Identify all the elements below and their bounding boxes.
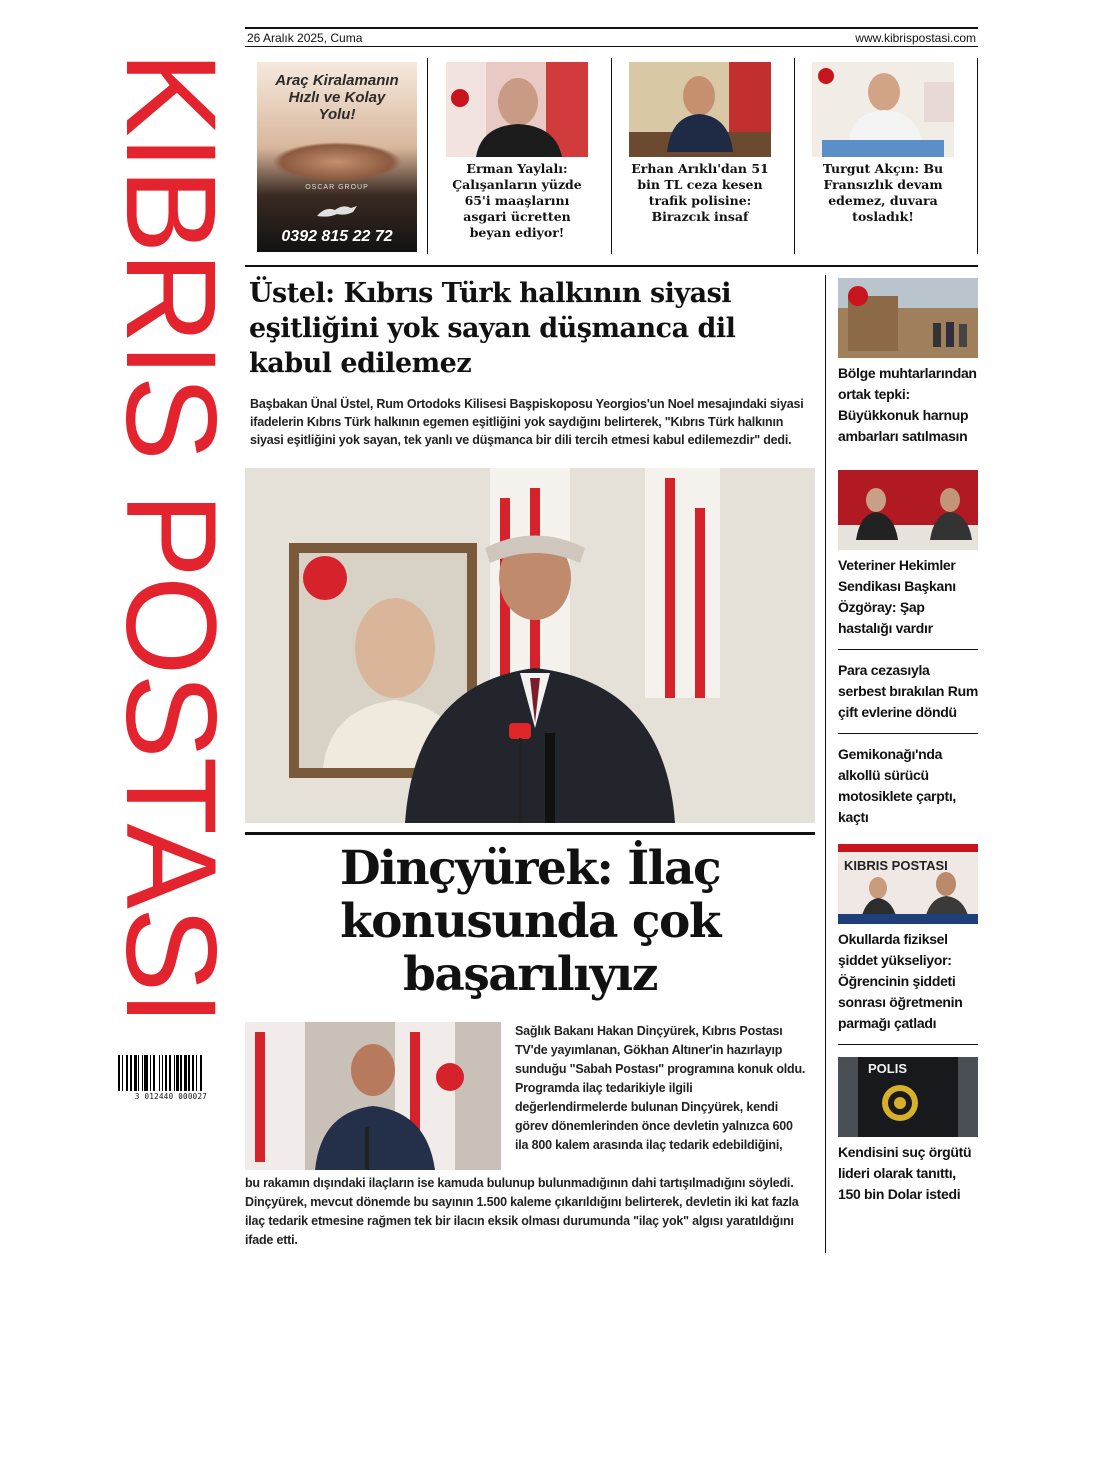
- promo-story-2[interactable]: [625, 62, 775, 225]
- barcode: [118, 1055, 224, 1105]
- sidebar-photo-4: [838, 1057, 978, 1137]
- divider: [427, 58, 428, 254]
- sidebar-photo-2: [838, 470, 978, 550]
- divider: [977, 58, 978, 254]
- divider: [838, 1044, 978, 1045]
- barcode-bars: [118, 1055, 224, 1091]
- sidebar-photo-1: [838, 278, 978, 358]
- barcode-bar: [202, 1055, 204, 1091]
- sidebar: [838, 278, 978, 1205]
- car-rental-ad[interactable]: [257, 62, 417, 252]
- ad-logo: OSCAR GROUP: [305, 184, 369, 191]
- barcode-number: 3 012440 000027: [134, 1092, 208, 1101]
- main-column: [245, 272, 815, 1247]
- section-rule: [245, 832, 815, 835]
- divider: [794, 58, 795, 254]
- lead-headline[interactable]: Üstel: Kıbrıs Türk halkının siyasi eşitliğini yok sayan düşmanca dil kabul edilemez: [249, 278, 736, 379]
- promo-row: [245, 58, 978, 258]
- ad-title: Araç Kiralamanın Hızlı ve Kolay Yolu!: [275, 72, 399, 123]
- promo-title-2: Erhan Arıklı'dan 51 bin TL ceza kesen trafik polisine: Birazcık insaf: [631, 161, 769, 224]
- promo-title-1: Erman Yaylalı: Çalışanların yüzde 65'i maaşlarını asgari ücretten beyan ediyor!: [452, 161, 582, 240]
- masthead: [99, 25, 242, 1050]
- divider: [611, 58, 612, 254]
- second-headline[interactable]: Dinçyürek: İlaç konusunda çok başarılıyız: [339, 841, 721, 1002]
- lead-photo: [245, 468, 815, 823]
- masthead-title: KIBRIS POSTASI: [99, 51, 242, 1024]
- promo-story-1[interactable]: [442, 62, 592, 241]
- sidebar-title-2[interactable]: Veteriner Hekimler Sendikası Başkanı Özgöray: Şap hastalığı vardır: [838, 557, 956, 636]
- top-bar: [245, 27, 978, 47]
- lead-text: Başbakan Ünal Üstel, Rum Ortodoks Kilisesi Başpiskoposu Yeorgios'un Noel mesajındaki siyasi ifadelerin Kıbrıs Türk halkının egemen eşitliğini yok saydığını belirterek, "Kıbrıs Türk halkının siyasi eşitliğini yok sayan, tek yanlı ve düşmanca bir dili tercih etmesi kabul edilemezdir" dedi.: [250, 397, 804, 447]
- promo-story-3[interactable]: [808, 62, 958, 225]
- promo-photo-2: [629, 62, 771, 157]
- column-divider: [825, 275, 826, 1253]
- divider: [838, 649, 978, 650]
- sidebar-title-6[interactable]: Kendisini suç örgütü lideri olarak tanıttı, 150 bin Dolar istedi: [838, 1144, 972, 1202]
- sidebar-title-5[interactable]: Okullarda fiziksel şiddet yükseliyor: Öğrencinin şiddeti sonrası öğretmenin parmağı çatladı: [838, 931, 963, 1031]
- promo-photo-3: [812, 62, 954, 157]
- second-text-full: bu rakamın dışındaki ilaçların ise kamuda bulunup bulunmadığının dahi tartışılmadığını söyledi. Dinçyürek, mevcut dönemde bu sayının 1.500 kaleme çıkarıldığını belirterek, devletin iki kat fazla ilaç tedarik etmesine rağmen tek bir ilacın eksik olması durumunda "ilaç yok" algısı yaratıldığını ifade etti.: [245, 1176, 799, 1247]
- tv-logo-text: KIBRIS POSTASI: [844, 858, 948, 873]
- horse-logo-icon: [315, 202, 359, 220]
- promo-title-3: Turgut Akçın: Bu Fransızlık devam edemez, duvara tosladık!: [822, 161, 944, 224]
- sidebar-title-4[interactable]: Gemikonağı'nda alkollü sürücü motosiklete çarptı, kaçtı: [838, 746, 957, 825]
- sidebar-title-1[interactable]: Bölge muhtarlarından ortak tepki: Büyükkonuk harnup ambarları satılmasın: [838, 365, 977, 444]
- police-patch-text: POLIS: [868, 1061, 908, 1076]
- issue-date: 26 Aralık 2025, Cuma: [247, 30, 363, 45]
- website-link[interactable]: www.kibrispostasi.com: [855, 30, 976, 45]
- ad-phone: 0392 815 22 72: [281, 228, 393, 245]
- second-text-right: Sağlık Bakanı Hakan Dinçyürek, Kıbrıs Postası TV'de yayımlanan, Gökhan Altıner'in hazırlayıp sunduğu "Sabah Postası" programına konuk oldu. Programda ilaç tedarikiyle ilgili değerlendirmelerde bulunan Dinçyürek, kendi görev dönemlerinden önce devletin yalnızca 600 ila 800 kalem arasında ilaç tedarik edebildiğini,: [515, 1024, 806, 1152]
- sidebar-title-3[interactable]: Para cezasıyla serbest bırakılan Rum çift evlerine döndü: [838, 662, 978, 720]
- second-photo: [245, 1022, 501, 1170]
- promo-photo-1: [446, 62, 588, 157]
- ad-hands-image: [272, 142, 402, 182]
- section-rule: [245, 265, 978, 267]
- divider: [838, 733, 978, 734]
- sidebar-photo-3: [838, 844, 978, 924]
